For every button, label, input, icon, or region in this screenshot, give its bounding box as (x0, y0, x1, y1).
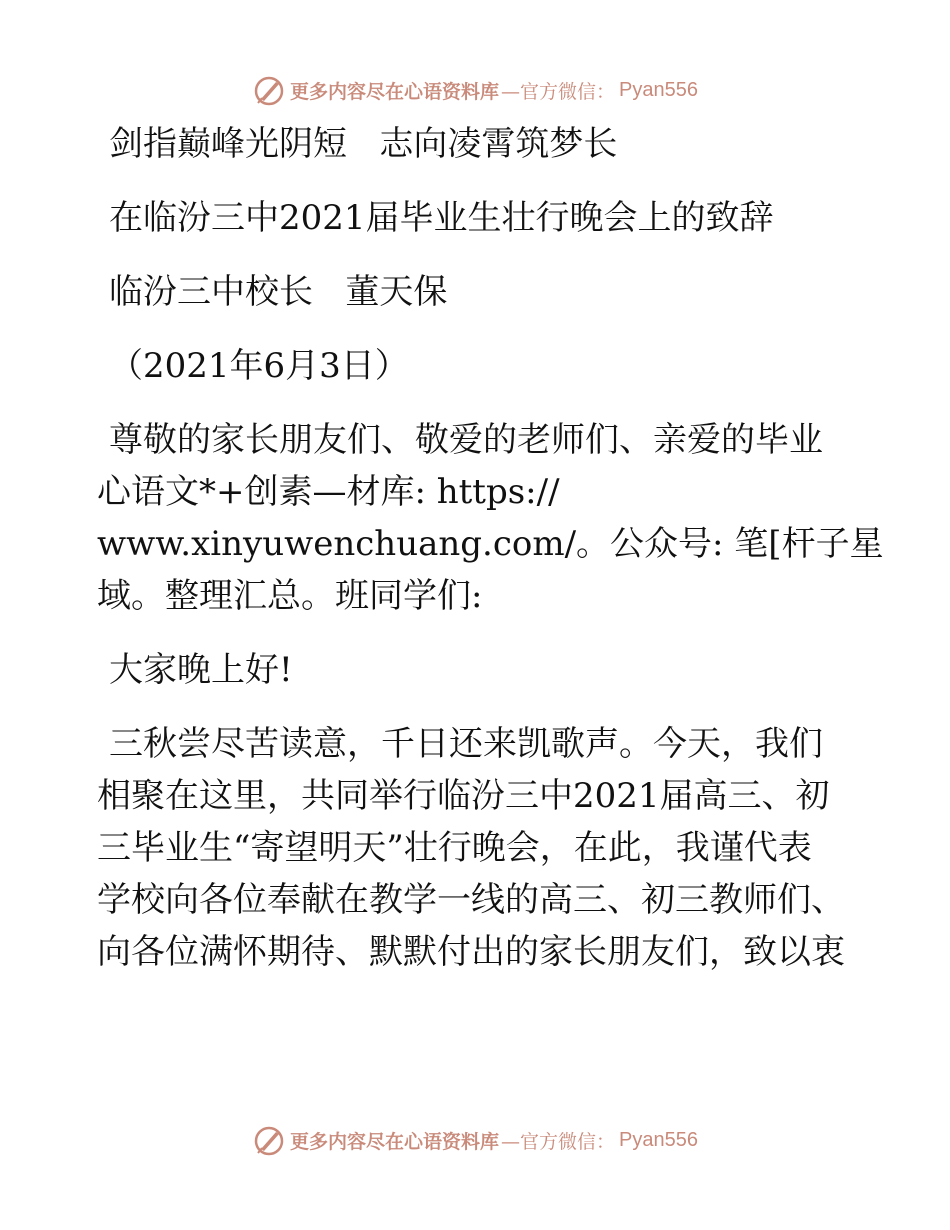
salutation-line: www.xinyuwenchuang.com/。公众号: 笔[杆子星 (97, 524, 884, 564)
footer-wechat-label: —官方微信： (501, 1130, 616, 1153)
banner-brand: 更多内容尽在心语资料库 (290, 80, 500, 103)
salutation-line: 域。整理汇总。班同学们: (97, 576, 483, 616)
doc-subtitle: 在临汾三中2021届毕业生壮行晚会上的致辞 (109, 198, 774, 238)
body-line: 三秋尝尽苦读意，千日还来凯歌声。今天，我们 (109, 724, 823, 764)
footer-account: Pyan556 (619, 1128, 698, 1151)
body-line: 向各位满怀期待、默默付出的家长朋友们，致以衷 (97, 932, 845, 972)
greeting: 大家晚上好! (109, 650, 293, 690)
body-line: 学校向各位奉献在教学一线的高三、初三教师们、 (97, 880, 845, 920)
doc-author: 临汾三中校长 董天保 (109, 272, 448, 312)
bottom-banner (0, 1122, 950, 1158)
body-line: 相聚在这里，共同举行临汾三中2021届高三、初 (97, 776, 830, 816)
top-banner (0, 72, 950, 108)
doc-date: （2021年6月3日） (109, 346, 409, 386)
document-body (97, 118, 884, 978)
quill-pen-logo-icon (252, 1123, 286, 1157)
quill-pen-logo-icon (252, 73, 286, 107)
banner-account: Pyan556 (619, 78, 698, 101)
doc-title: 剑指巅峰光阴短 志向凌霄筑梦长 (109, 124, 618, 164)
salutation-line: 心语文*+创素—材库: https:// (97, 472, 560, 512)
body-line: 三毕业生“寄望明天”壮行晚会，在此，我谨代表 (97, 828, 812, 868)
footer-brand: 更多内容尽在心语资料库 (290, 1130, 500, 1153)
banner-wechat-label: —官方微信： (501, 80, 616, 103)
salutation-line: 尊敬的家长朋友们、敬爱的老师们、亲爱的毕业 (109, 420, 823, 460)
